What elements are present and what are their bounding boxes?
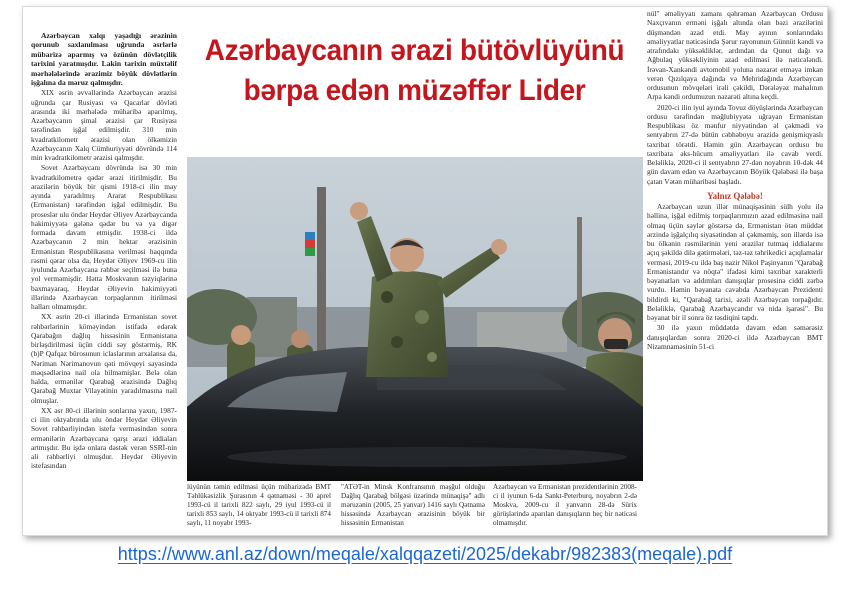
headline-line-2: bərpa edən müzəffər Lider: [243, 74, 586, 107]
article-subheading: Yalnız Qələbə!: [707, 190, 763, 201]
leader-photo-illustration: [187, 157, 643, 481]
article-bottom-column-2: "ATƏT-in Minsk Konfransının məşğul olduğu Dağlıq Qarabağ bölgəsi üzərində münaqişə" adlı məruzənin (2005, 25 yanvar) 1416 saylı Qətnamə hissəsində Azərbaycan ərazisinin böyük bir hissəsinin Ermənistan: [341, 483, 485, 527]
article-bottom-column-3: Azərbaycan və Ermənistan prezidentlərinin 2008-ci il iyunun 6-da Sankt-Peterburq, noyabrın 2-də Moskva, 2009-cu il yanvarın 28-də Sürix görüşlərində aparılan danışıqların heç bir nəticəsi olmamışdır.: [493, 483, 637, 527]
article-bottom-column-1: lüyünün təmin edilməsi üçün mübarizədə BMT Təhlükəsizlik Şurasının 4 qətnaməsi - 30 aprel 1993-cü il tarixli 822 saylı, 29 iyul 1993-cü il tarixli 853 saylı, 14 oktyabr 1993-cü il tarixli 874 saylı, 11 noyabr 1993-: [187, 483, 331, 527]
article-paragraph: Sovet Azərbaycanı dövründə isə 30 min kvadratkilometrə qədər ərazi itirilmişdir. Bu ərazilərin böyük bir qismi 1918-ci ilin may ayında yaradılmış Ararat Respublikası (Ermənistan) tərəfindən işğal edilmişdir. Bu proseslər ulu öndər Heydər Əliyev Azərbaycanda hakimiyyətə gələnə qədər bu və ya digər formada davam etmişdir. 1938-ci ildə Azərbaycanın 2 min hektar ərazisinin Ermənistan Respublikasına verilməsi haqqında rəsmi qərar olsa da, Heydər Əliyev 1969-cu ilin iyulunda Azərbaycana rəhbər seçilməsi ilə buna yol verməmişdir. Hətta Moskvanın təzyiqlərinə baxmayaraq, Heydər Əliyevin hakimiyyəti illərində Azərbaycan torpaqlarının itirilməsi halları olmamışdır.: [31, 163, 177, 312]
article-paragraph: XX əsrin 20-ci illərində Ermənistan sovet rəhbərlərinin köməyindən istifadə edərək Qarabağın dağlıq hissəsinin Ermənistana birləşdirilməsi üçün ciddi səy göstərmiş, RK (b)P Qafqaz bürosunun iclaslarının arxalansa da, Nəriman Nərimanovun qəti mövqeyi sayəsində məqsədlərinə nail ola bilməmişlər. Belə olan halda, ermənilər Qarabağ ərazisində Dağlıq Qarabağ Muxtar Vilayətinin yaradılmasına nail olmuşlar.: [31, 312, 177, 405]
source-link[interactable]: https://www.anl.az/down/meqale/xalqqazeti/2025/dekabr/982383(meqale).pdf: [117, 544, 733, 564]
article-column-left: [31, 31, 177, 531]
article-lead: Azərbaycan xalqı yaşadığı ərazinin qorunub saxlanılması uğrunda əsrlərlə mübarizə aparmış və özünün dövlətçilik tarixini yaratmışdır. Lakin tarixin müxtəlif mərhələlərində ərazimiz böyük dövlətlərin işğalına da məruz qalmışdır.: [31, 31, 177, 88]
article-paragraph: XIX əsrin əvvəllərində Azərbaycan ərazisi uğrunda çar Rusiyası və Qacarlar dövləti arasında iki mərhələdə müharibə aparılmış, Azərbaycanın şimal ərazisi çar Rusiyası tərəfindən işğal edilmişdir. 310 min kvadratkilometr ərazisi olan ölkəmizin Azərbaycanın Xalq Cümhuriyyəti dövründə 114 min kvadratkilometr ərazisi qalmışdır.: [31, 88, 177, 163]
headline-line-1: Azərbaycanın ərazi bütövlüyünü: [204, 34, 625, 67]
article-paragraph: Azərbaycan uzun illər münaqişəsinin sülh yolu ilə həllinə, işğal edilmiş torpaqlarımızın azad edilməsinə nail olmaq üçün səylər göstərsə də, Ermənistan ötən müddət ərzində işğalçılıq siyasətindən əl çəkməmiş, son illərdə isə bu ölkənin rəsmilərinin yeni ərazilər tutmaq iddialarını açıq şəkildə dilə gətirmələri, təz-təz təhrikedici açıqlamalar verməsi, 2019-cu ildə baş nazir Nikol Paşinyanın "Qarabağ Ermənistandır və nöqtə" ifadəsi kimi təxribat xarakterli bəyanatları və addımları danışıqlar prosesinə ciddi zərbə vurdu. Həmin bəyanata cavabda Azərbaycan Prezidenti bildirdi ki, "Qarabağ tarixi, əzəli Azərbaycan torpağıdır. Beləliklə, Qarabağ Azərbaycandır və nida işarəsi". Bu bəyanat bir il sonra öz təsdiqini tapdı.: [647, 202, 823, 322]
newspaper-page: [22, 6, 828, 536]
article-column-right: [647, 9, 823, 533]
article-paragraph: 30 ilə yaxın müddətdə davam edən səmərəsiz danışıqlardan sonra 2020-ci ildə Azərbaycan BMT Nizamnaməsinin 51-ci: [647, 323, 823, 351]
article-paragraph: XX əsr 80-ci illərinin sonlarına yaxın, 1987-ci ilin oktyabrında ulu öndər Heydər Əliyevin Sovet rəhbərliyindən istefa verməsindən sonra ermənilərin Azərbaycana qarşı ərazi iddiaları artmışdır. Bu işdə onlara dəstək verən SSRİ-nin ali rəhbərliyi olmuşdur. Heydər Əliyevin istefasından: [31, 405, 177, 471]
article-photo: [187, 157, 643, 481]
article-paragraph: 2020-ci ilin iyul ayında Tovuz döyüşlərində Azərbaycan ordusu tərəfindən məğlubiyyətə uğrayan Ermənistan Respublikası öz mənfur niyyətindən əl çəkmədi və sentyabrın 27-də bütün cəbhəboyu ərazidə genişmiqyaslı təxribat törətdi. Həmin gün Azərbaycan ordusu bu təxribata əks-hücum əməliyyatları ilə cavab verdi. Beləliklə, 2020-ci il sentyabrın 27-dən noyabrın 10-dək 44 gün davam edən və Azərbaycanın Böyük Qələbəsi ilə başa çatan Vətən müharibəsi başladı.: [647, 102, 823, 186]
article-headline: [203, 31, 626, 111]
article-paragraph: nül" əməliyyatı zamanı qəhrəman Azərbaycan Ordusu Naxçıvanın erməni işğalı altında olan bəzi ərazilərini düşməndən azad etdi. May ayının sonlarındakı əməliyyatlar nəticəsində Şərur rayonunun Günnüt kəndi və ətrafındakı yüksəkliklər, ardından da Qunut dağı və Ağbulaq yüksəkliyinin azad edilməsi ilə nəticələndi. İrəvan-Xankəndi avtomobil yoluna nəzarət etməyə imkan verən Qızılqaya dağında və Mehridağında Azərbaycan ordusunun mövqeləri irəli çəkildi, Dərələyəz mahalının Arpa kəndi ordumuzun nəzarəti altına keçdi.: [647, 9, 823, 102]
